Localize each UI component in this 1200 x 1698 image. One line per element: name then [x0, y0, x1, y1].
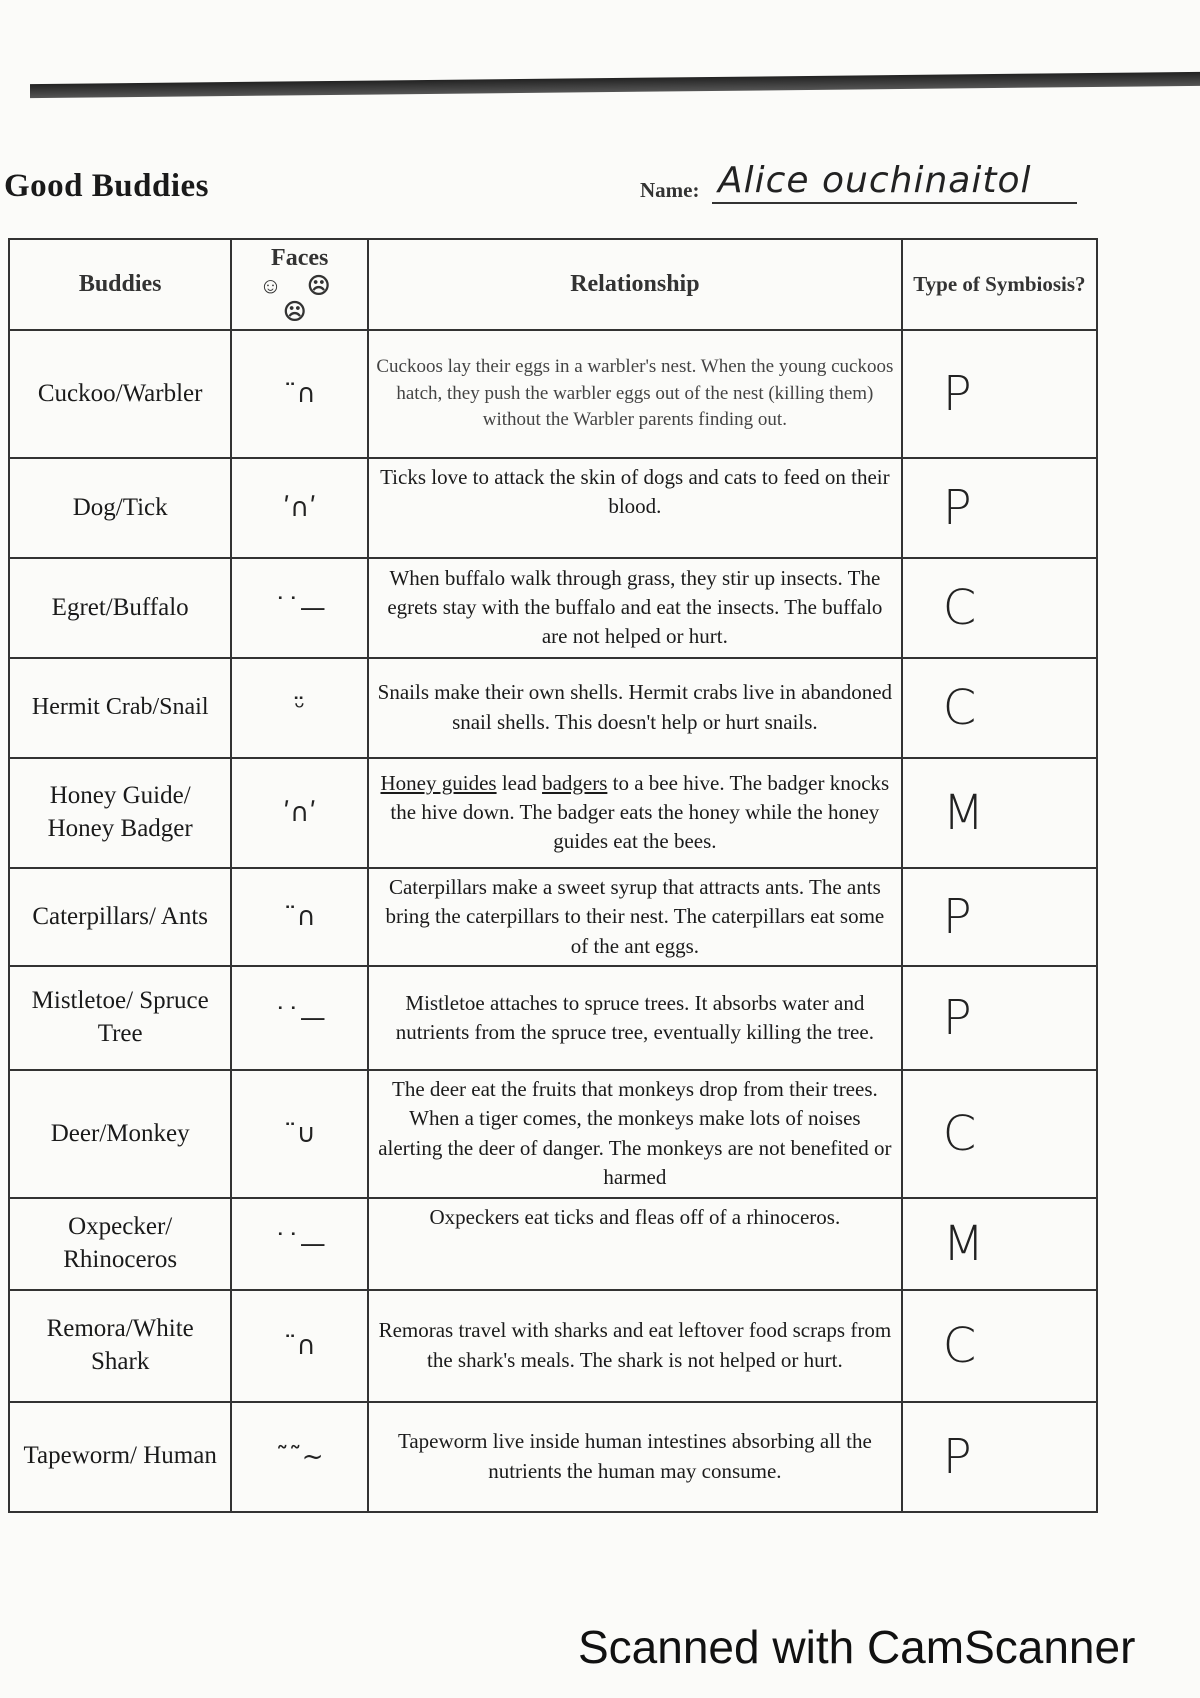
face-drawing[interactable]: ʹ∩ʹ: [231, 758, 368, 868]
buddies-cell: Remora/White Shark: [9, 1290, 231, 1402]
buddies-cell: Dog/Tick: [9, 458, 231, 558]
type-answer[interactable]: P: [902, 1402, 1097, 1512]
header-faces: [231, 239, 368, 330]
type-answer[interactable]: C: [902, 658, 1097, 758]
relationship-cell: Mistletoe attaches to spruce trees. It absorbs water and nutrients from the spruce tree, eventually killing the tree.: [368, 966, 902, 1070]
name-underline: [712, 202, 1077, 204]
name-label: Name:: [640, 178, 700, 202]
face-drawing[interactable]: ᵕ̈: [231, 658, 368, 758]
buddies-cell: Cuckoo/Warbler: [9, 330, 231, 458]
table-row: [9, 1198, 1097, 1290]
buddies-cell: Tapeworm/ Human: [9, 1402, 231, 1512]
symbiosis-table: [8, 238, 1098, 1513]
table-row: [9, 1402, 1097, 1512]
type-answer[interactable]: P: [902, 966, 1097, 1070]
relationship-cell: The deer eat the fruits that monkeys drop from their trees. When a tiger comes, the monkeys make lots of noises alerting the deer of danger. The monkeys are not benefited or harmed: [368, 1070, 902, 1198]
relationship-cell: Cuckoos lay their eggs in a warbler's nest. When the young cuckoos hatch, they push the warbler eggs out of the nest (killing them) without the Warbler parents finding out.: [368, 330, 902, 458]
buddies-cell: Hermit Crab/Snail: [9, 658, 231, 758]
header-buddies: Buddies: [9, 239, 231, 330]
name-value: Alice ouchinaitol: [718, 160, 1032, 201]
table-row: [9, 1290, 1097, 1402]
type-answer[interactable]: M: [902, 1198, 1097, 1290]
buddies-cell: Mistletoe/ Spruce Tree: [9, 966, 231, 1070]
table-row: [9, 458, 1097, 558]
relationship-underline-2: badgers: [542, 770, 608, 795]
buddies-cell: Honey Guide/ Honey Badger: [9, 758, 231, 868]
face-drawing[interactable]: ˙˙—: [231, 1198, 368, 1290]
face-drawing[interactable]: ˜˜~: [231, 1402, 368, 1512]
buddies-cell: Oxpecker/ Rhinoceros: [9, 1198, 231, 1290]
buddies-cell: Caterpillars/ Ants: [9, 868, 231, 966]
face-drawing[interactable]: ˙˙—: [231, 966, 368, 1070]
relationship-cell: Remoras travel with sharks and eat leftover food scraps from the shark's meals. The shark is not helped or hurt.: [368, 1290, 902, 1402]
table-row: [9, 658, 1097, 758]
header-faces-label: Faces: [271, 245, 329, 271]
relationship-underline-1: Honey guides: [380, 770, 497, 795]
worksheet-title: Good Buddies: [4, 168, 209, 204]
face-drawing[interactable]: ʹ∩ʹ: [231, 458, 368, 558]
table-row: [9, 330, 1097, 458]
relationship-cell: [368, 758, 902, 868]
table-row: [9, 758, 1097, 868]
camscanner-watermark: Scanned with CamScanner: [578, 1621, 1136, 1673]
buddies-cell: Deer/Monkey: [9, 1070, 231, 1198]
type-answer[interactable]: C: [902, 1290, 1097, 1402]
relationship-cell: Caterpillars make a sweet syrup that attracts ants. The ants bring the caterpillars to their nest. The caterpillars eat some of the ant eggs.: [368, 868, 902, 966]
relationship-cell: Ticks love to attack the skin of dogs and cats to feed on their blood.: [368, 458, 902, 558]
table-row: [9, 1070, 1097, 1198]
table-row: [9, 966, 1097, 1070]
face-drawing[interactable]: ¨∩: [231, 1290, 368, 1402]
header-type: Type of Symbiosis?: [902, 239, 1097, 330]
table-row: [9, 868, 1097, 966]
face-drawing[interactable]: ¨∩: [231, 330, 368, 458]
faces-icons: ☺ ☹ ☹: [259, 272, 341, 324]
relationship-cell: When buffalo walk through grass, they stir up insects. The egrets stay with the buffalo and eat the insects. The buffalo are not helped or hurt.: [368, 558, 902, 658]
face-drawing[interactable]: ¨∪: [231, 1070, 368, 1198]
type-answer[interactable]: C: [902, 1070, 1097, 1198]
relationship-cell: Snails make their own shells. Hermit crabs live in abandoned snail shells. This doesn't help or hurt snails.: [368, 658, 902, 758]
type-answer[interactable]: P: [902, 458, 1097, 558]
relationship-rest: to a bee hive. The badger knocks the hive down. The badger eats the honey while the honey guides eat the bees.: [390, 770, 890, 854]
header-relationship: Relationship: [368, 239, 902, 330]
buddies-cell: Egret/Buffalo: [9, 558, 231, 658]
name-field[interactable]: [640, 160, 1080, 210]
type-answer[interactable]: M: [902, 758, 1097, 868]
table-row: [9, 558, 1097, 658]
type-answer[interactable]: P: [902, 868, 1097, 966]
scan-edge-bar: [30, 72, 1200, 98]
face-drawing[interactable]: ˙˙—: [231, 558, 368, 658]
type-answer[interactable]: P: [902, 330, 1097, 458]
table-header-row: [9, 239, 1097, 330]
type-answer[interactable]: C: [902, 558, 1097, 658]
relationship-cell: Oxpeckers eat ticks and fleas off of a rhinoceros.: [368, 1198, 902, 1290]
relationship-cell: Tapeworm live inside human intestines absorbing all the nutrients the human may consume.: [368, 1402, 902, 1512]
relationship-mid: lead: [496, 770, 543, 795]
face-drawing[interactable]: ¨∩: [231, 868, 368, 966]
